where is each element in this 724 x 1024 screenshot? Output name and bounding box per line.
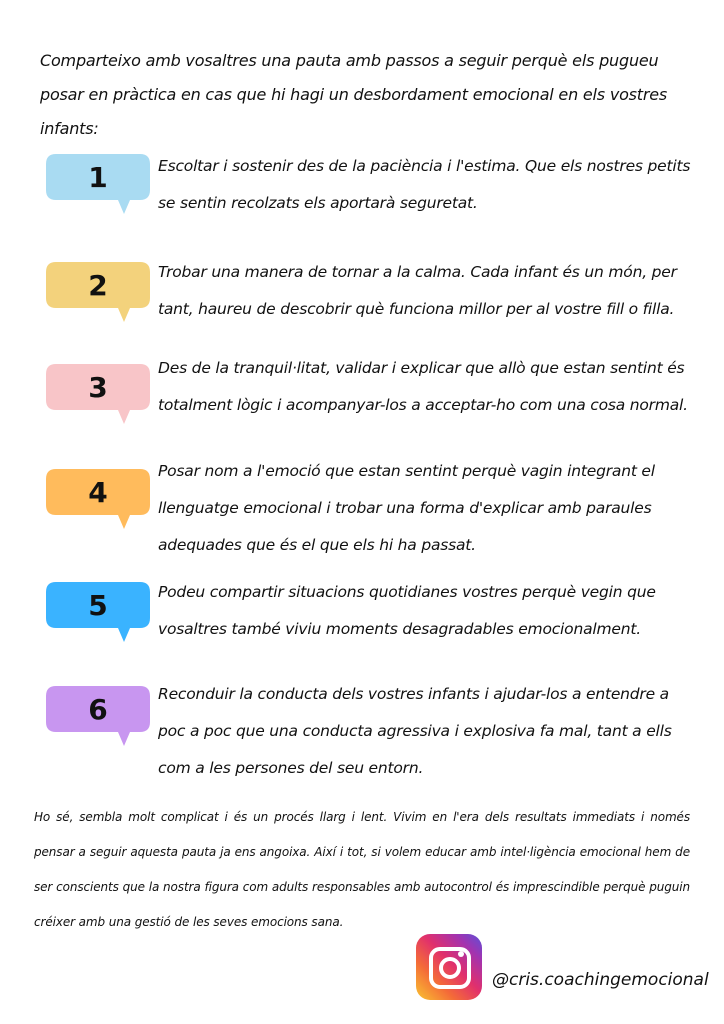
instagram-icon[interactable] [416,934,482,1000]
step-text: Podeu compartir situacions quotidianes vostres perquè vegin que vosaltres també viviu moments desagradables emocionalment. [158,583,656,638]
intro-text: Comparteixo amb vosaltres una pauta amb passos a seguir perquè els pugueu posar en pràctica en cas que hi hagi un desbordament emocional en els vostres infants: [40,51,668,138]
speech-bubble-icon [42,465,154,525]
closing-paragraph: Ho sé, sembla molt complicat i és un procés llarg i lent. Vivim en l'era dels resultats immediats i només pensar a seguir aquesta pauta ja ens angoixa. Així i tot, si volem educar amb intel·ligència emocional hem de ser conscients que la nostra figura com adults responsables amb autocontrol és imprescindible perquè puguin créixer amb una gestió de les seves emocions sana. [34,810,690,929]
step-number: 4 [88,475,108,509]
step-text: Des de la tranquil·litat, validar i explicar que allò que estan sentint és totalment lògic i acompanyar-los a acceptar-ho com una cosa normal. [158,359,688,414]
step-number: 5 [88,588,108,622]
speech-bubble-icon [42,578,154,638]
instagram-handle[interactable]: @cris.coachingemocional [492,970,709,990]
step-number: 2 [88,268,108,302]
speech-bubble-icon [42,682,154,742]
speech-bubble-icon [42,150,154,210]
speech-bubble-icon [42,360,154,420]
step-text: Trobar una manera de tornar a la calma. Cada infant és un món, per tant, haureu de descobrir què funciona millor per al vostre fill o filla. [158,263,677,318]
step-number: 3 [88,370,108,404]
social-footer [416,934,709,1004]
step-text: Reconduir la conducta dels vostres infants i ajudar-los a entendre a poc a poc que una conducta agressiva i explosiva fa mal, tant a ells com a les persones del seu entorn. [158,685,672,777]
step-text: Escoltar i sostenir des de la paciència i l'estima. Que els nostres petits se sentin recolzats els aportarà seguretat. [158,157,691,212]
step-number: 6 [88,692,108,726]
step-number: 1 [88,160,108,194]
speech-bubble-icon [42,258,154,318]
step-text: Posar nom a l'emoció que estan sentint perquè vagin integrant el llenguatge emocional i trobar una forma d'explicar amb paraules adequades que és el que els hi ha passat. [158,462,655,554]
